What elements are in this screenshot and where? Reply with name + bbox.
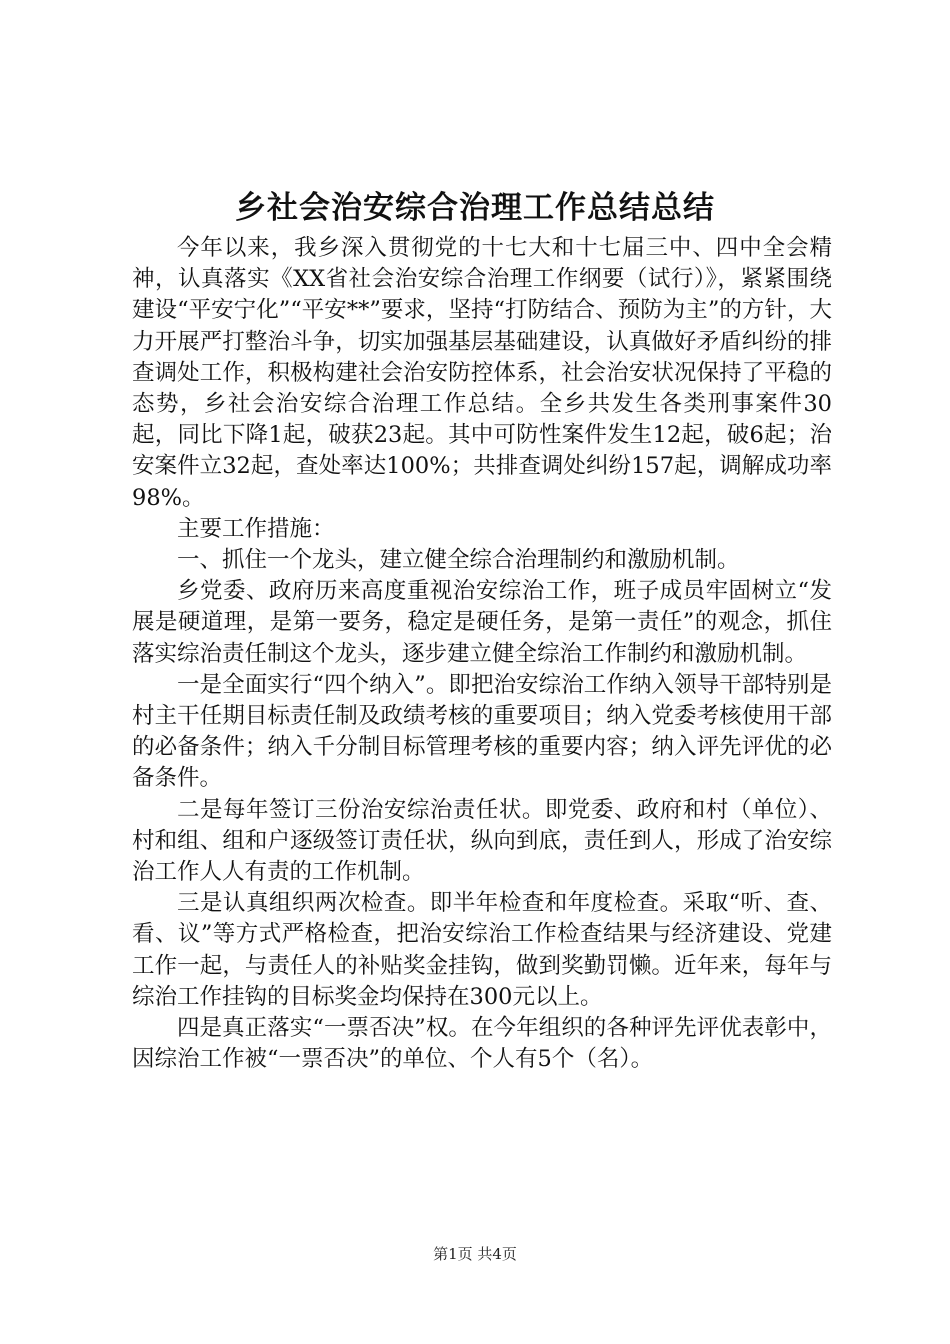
paragraph-section-one-heading: 一、抓住一个龙头，建立健全综合治理制约和激励机制。 <box>177 547 740 574</box>
page-footer: 第1页 共4页 <box>433 1245 517 1263</box>
document-body <box>132 233 832 1075</box>
paragraph-intro: 今年以来，我乡深入贯彻党的十七大和十七届三中、四中全会精神，认真落实《XX省社会治安综合治理工作纲要（试行）》，紧紧围绕建设“平安宁化”“平安**”要求，坚持“打防结合、预防为主”的方针，大力开展严打整治斗争，切实加强基层基础建设，认真做好矛盾纠纷的排查调处工作，积极构建社会治安防控体系，社会治安状况保持了平稳的态势，乡社会治安综合治理工作总结。全乡共发生各类刑事案件30起，同比下降1起，破获23起。其中可防性案件发生12起，破6起；治安案件立32起，查处率达100%；共排查调处纠纷157起，调解成功率98%。 <box>132 235 832 511</box>
paragraph-measures-heading: 主要工作措施： <box>177 515 335 542</box>
paragraph-item-one: 一是全面实行“四个纳入”。即把治安综治工作纳入领导干部特别是村主干任期目标责任制及政绩考核的重要项目；纳入党委考核使用干部的必备条件；纳入千分制目标管理考核的重要内容；纳入评先评优的必备条件。 <box>132 671 832 792</box>
paragraph-item-four: 四是真正落实“一票否决”权。在今年组织的各种评先评优表彰中，因综治工作被“一票否决”的单位、个人有5个（名）。 <box>132 1015 832 1073</box>
paragraph-section-one-body: 乡党委、政府历来高度重视治安综治工作，班子成员牢固树立“发展是硬道理，是第一要务，稳定是硬任务，是第一责任”的观念，抓住落实综治责任制这个龙头，逐步建立健全综治工作制约和激励机制。 <box>132 578 832 667</box>
paragraph-item-two: 二是每年签订三份治安综治责任状。即党委、政府和村（单位）、村和组、组和户逐级签订责任状，纵向到底，责任到人，形成了治安综治工作人人有责的工作机制。 <box>132 796 832 886</box>
paragraph-item-three: 三是认真组织两次检查。即半年检查和年度检查。采取“听、查、看、议”等方式严格检查，把治安综治工作检查结果与经济建设、党建工作一起，与责任人的补贴奖金挂钩，做到奖勤罚懒。近年来，每年与综治工作挂钩的目标奖金均保持在300元以上。 <box>132 890 832 1010</box>
document-title: 乡社会治安综合治理工作总结总结 <box>235 190 715 226</box>
